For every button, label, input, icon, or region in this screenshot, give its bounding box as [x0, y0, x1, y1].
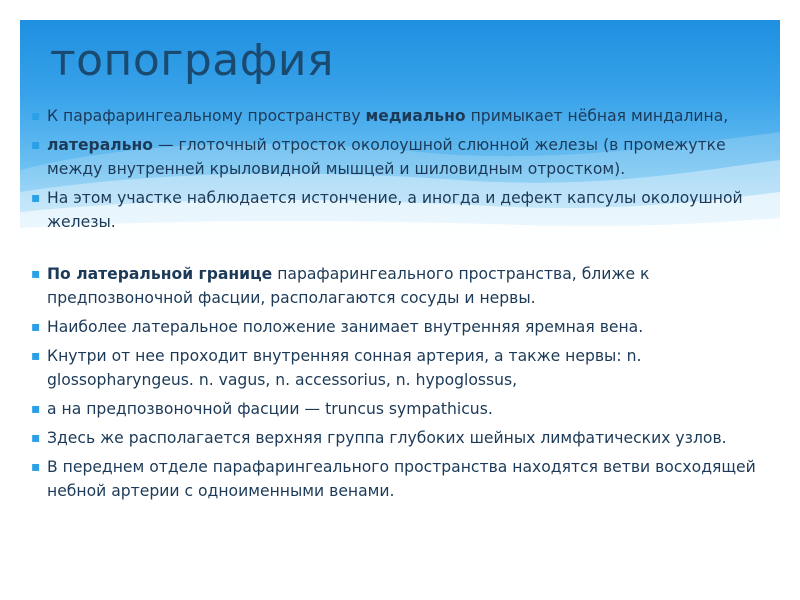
bullet-item — [28, 397, 778, 421]
bullet-marker-icon: ▪ — [31, 401, 41, 417]
bullet-item — [28, 426, 778, 450]
bullet-marker-icon: ▪ — [31, 266, 41, 282]
bullet-item — [28, 104, 778, 128]
bullet-item — [28, 262, 778, 310]
bullet-item — [28, 186, 778, 234]
bullet-marker-icon: ▪ — [31, 319, 41, 335]
bullet-marker-icon: ▪ — [31, 108, 41, 124]
bullet-text: Кнутри от нее проходит внутренняя сонная артерия, а также нервы: n. glossopharyngeus. n. vagus, n. accessorius, n. hypoglossus, — [47, 347, 642, 389]
bullet-list — [28, 104, 778, 503]
bullet-marker-icon: ▪ — [31, 348, 41, 364]
bullet-text: а на предпозвоночной фасции — truncus sympathicus. — [47, 400, 493, 418]
bullet-text: парафарингеального пространства, ближе к предпозвоночной фасции, располагаются сосуды и нервы. — [47, 265, 650, 307]
bold-term: медиально — [365, 107, 466, 125]
bullet-text: На этом участке наблюдается истончение, а иногда и дефект капсулы околоушной железы. — [47, 189, 743, 231]
bullet-marker-icon: ▪ — [31, 137, 41, 153]
bullet-text: — глоточный отросток околоушной слюнной железы (в промежутке между внутренней крыловидной мышцей и шиловидным отростком). — [47, 136, 726, 178]
bullet-item — [28, 133, 778, 181]
slide-title: топография — [50, 35, 334, 86]
bold-term: По латеральной границе — [47, 265, 273, 283]
bullet-text: Наиболее латеральное положение занимает внутренняя яремная вена. — [47, 318, 644, 336]
bullet-text: В переднем отделе парафарингеального пространства находятся ветви восходящей небной артерии с одноименными венами. — [47, 458, 756, 500]
bullet-marker-icon: ▪ — [31, 430, 41, 446]
bold-term: латерально — [47, 136, 154, 154]
bullet-item — [28, 455, 778, 503]
bullet-text: К парафарингеальному пространству — [47, 107, 366, 125]
bullet-marker-icon: ▪ — [31, 190, 41, 206]
bullet-text: примыкает нёбная миндалина, — [465, 107, 729, 125]
bullet-text: Здесь же располагается верхняя группа глубоких шейных лимфатических узлов. — [47, 429, 727, 447]
bullet-item — [28, 315, 778, 339]
bullet-marker-icon: ▪ — [31, 459, 41, 475]
bullet-item — [28, 344, 778, 392]
